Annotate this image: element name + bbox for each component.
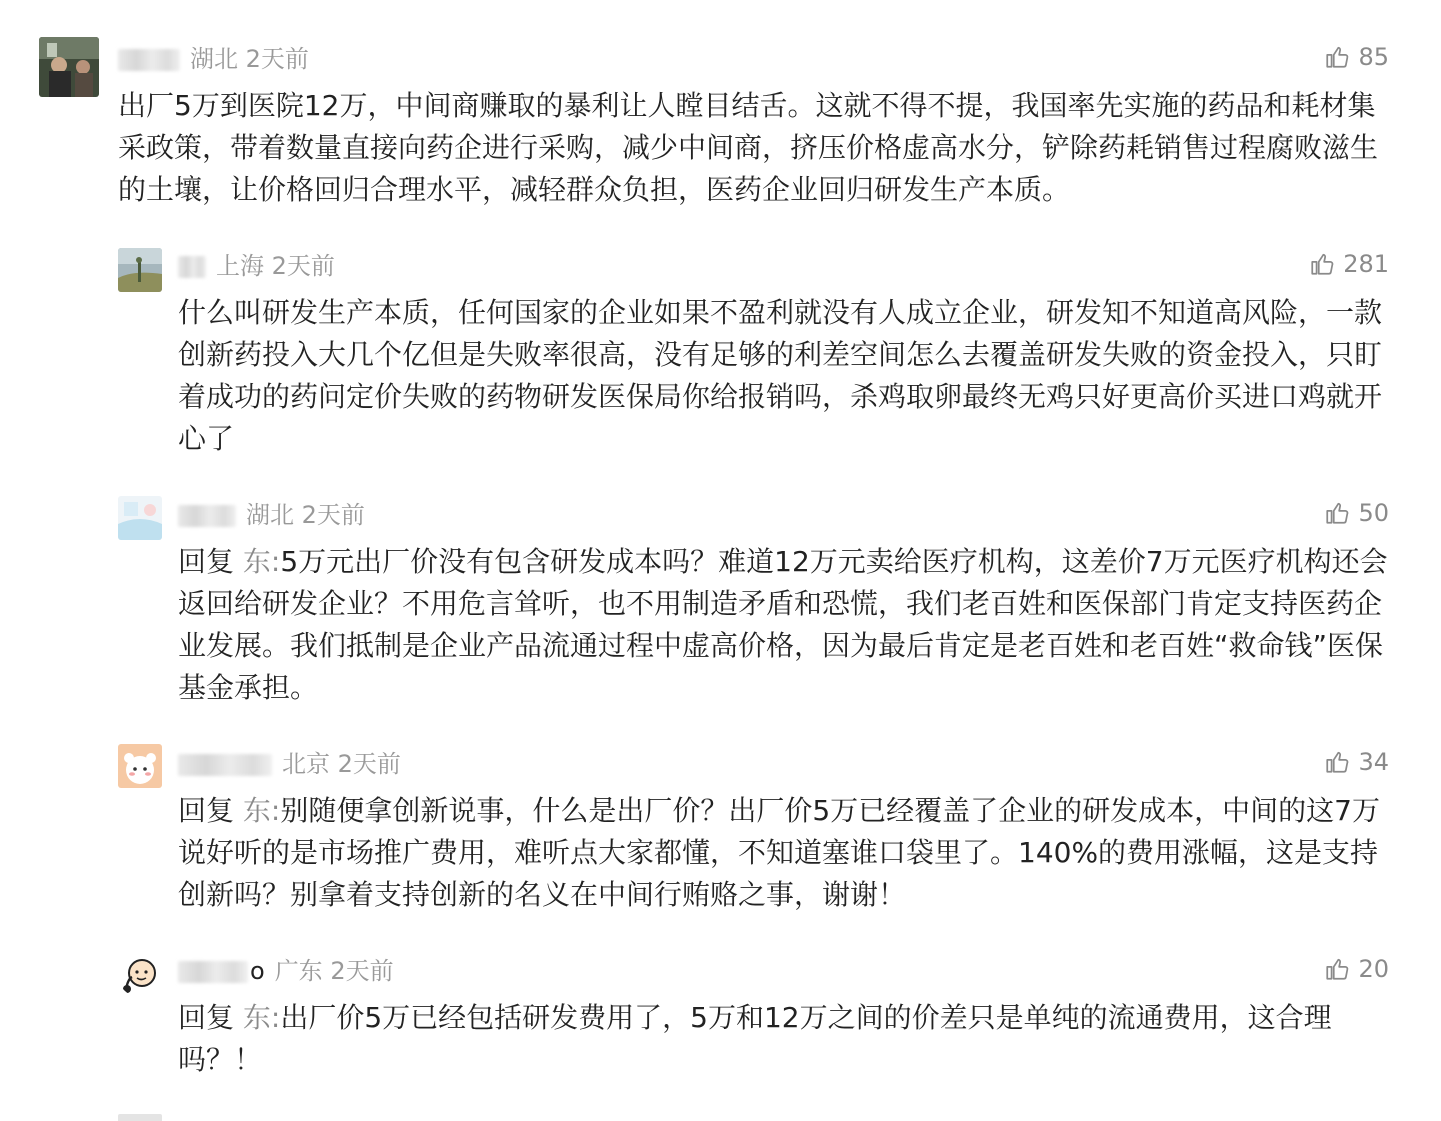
thumbs-up-icon: [1324, 500, 1350, 526]
like-button[interactable]: [1324, 42, 1389, 72]
location: 北京: [282, 750, 330, 778]
comment-meta: [178, 500, 365, 530]
next-avatar-partial: [118, 1114, 162, 1121]
like-count: 34: [1358, 748, 1389, 776]
user-avatar[interactable]: [118, 248, 162, 292]
timestamp: 2天前: [271, 252, 335, 280]
comment-meta: [178, 749, 401, 779]
comment-meta: [178, 251, 335, 281]
username-blurred[interactable]: [178, 754, 272, 776]
user-avatar[interactable]: [118, 496, 162, 540]
reply-label: 回复: [178, 794, 235, 827]
comment-body: 出厂价5万已经包括研发费用了，5万和12万之间的价差只是单纯的流通费用，这合理吗？！: [178, 1001, 1332, 1076]
like-count: 20: [1358, 955, 1389, 983]
username-blurred[interactable]: [118, 49, 180, 71]
like-count: 281: [1343, 250, 1389, 278]
timestamp: 2天前: [330, 957, 394, 985]
user-avatar[interactable]: [39, 37, 99, 97]
comment-text: [178, 541, 1388, 709]
username-blurred[interactable]: [178, 505, 236, 527]
comment-body: 5万元出厂价没有包含研发成本吗？难道12万元卖给医疗机构，这差价7万元医疗机构还会返回给研发企业？不用危言耸听，也不用制造矛盾和恐慌，我们老百姓和医保部门肯定支持医药企业发展。我们抵制是企业产品流通过程中虚高价格，因为最后肯定是老百姓和老百姓“救命钱”医保基金承担。: [178, 545, 1388, 704]
user-avatar[interactable]: [118, 953, 162, 997]
like-button[interactable]: [1324, 747, 1389, 777]
username-suffix[interactable]: o: [250, 957, 265, 985]
username-blurred[interactable]: [178, 256, 206, 278]
comment-body: 别随便拿创新说事，什么是出厂价？出厂价5万已经覆盖了企业的研发成本，中间的这7万说好听的是市场推广费用，难听点大家都懂，不知道塞谁口袋里了。140%的费用涨幅，这是支持创新吗？别拿着支持创新的名义在中间行贿赂之事，谢谢！: [178, 794, 1380, 911]
location: 上海: [216, 252, 264, 280]
user-avatar[interactable]: [118, 744, 162, 788]
like-count: 50: [1358, 499, 1389, 527]
comment-text: [178, 997, 1388, 1081]
reply-username[interactable]: 东:: [242, 545, 281, 578]
thumbs-up-icon: [1324, 749, 1350, 775]
comment-text: [178, 790, 1388, 916]
thumbs-up-icon: [1309, 251, 1335, 277]
comment-meta: [178, 956, 394, 986]
username-blurred[interactable]: [178, 961, 248, 983]
location: 湖北: [190, 45, 238, 73]
timestamp: 2天前: [245, 45, 309, 73]
timestamp: 2天前: [301, 501, 365, 529]
comment-text: 什么叫研发生产本质，任何国家的企业如果不盈利就没有人成立企业，研发知不知道高风险，一款创新药投入大几个亿但是失败率很高，没有足够的利差空间怎么去覆盖研发失败的资金投入，只盯着成功的药问定价失败的药物研发医保局你给报销吗，杀鸡取卵最终无鸡只好更高价买进口鸡就开心了: [178, 296, 1383, 455]
thumbs-up-icon: [1324, 44, 1350, 70]
like-button[interactable]: [1324, 954, 1389, 984]
reply-label: 回复: [178, 1001, 235, 1034]
timestamp: 2天前: [337, 750, 401, 778]
location: 湖北: [246, 501, 294, 529]
reply-username[interactable]: 东:: [242, 1001, 281, 1034]
thumbs-up-icon: [1324, 956, 1350, 982]
like-button[interactable]: [1324, 498, 1389, 528]
reply-label: 回复: [178, 545, 235, 578]
like-count: 85: [1358, 43, 1389, 71]
like-button[interactable]: [1309, 249, 1389, 279]
reply-username[interactable]: 东:: [242, 794, 281, 827]
location: 广东: [274, 957, 323, 985]
comment-meta: [118, 44, 309, 74]
comment-text: 出厂5万到医院12万，中间商赚取的暴利让人瞠目结舌。这就不得不提，我国率先实施的药品和耗材集采政策，带着数量直接向药企进行采购，减少中间商，挤压价格虚高水分，铲除药耗销售过程腐败滋生的土壤，让价格回归合理水平，减轻群众负担，医药企业回归研发生产本质。: [118, 89, 1379, 206]
